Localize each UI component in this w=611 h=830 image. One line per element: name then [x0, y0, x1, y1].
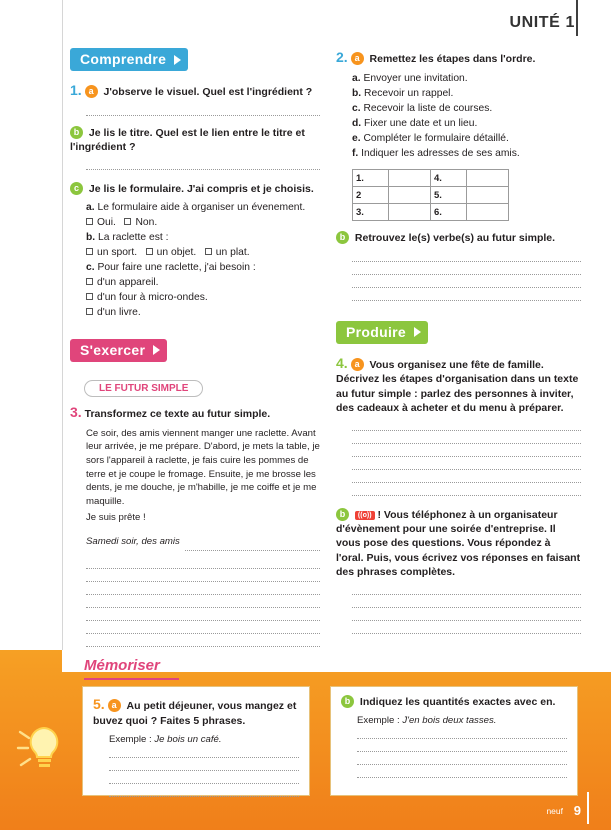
step-label: c. [352, 102, 361, 114]
exercise-1-choice-c2 [86, 291, 320, 306]
choice-label: d'un livre. [97, 306, 141, 318]
step-label: d. [352, 117, 362, 129]
answer-line[interactable] [86, 571, 320, 582]
step-item [352, 132, 581, 147]
exercise-4-a-text: Vous organisez une fête de famille. Décrivez les étapes d'organisation dans un texte au futur simple : parlez des personnes à inviter, des cadeaux à acheter et du menu à préparer. [336, 358, 579, 414]
choice-label: Non. [135, 217, 158, 229]
example-label: Exemple : [109, 734, 152, 746]
table-cell: 4. [431, 170, 467, 187]
exercise-5-a-card [82, 686, 310, 796]
answer-line[interactable] [352, 264, 581, 275]
answer-line[interactable] [352, 472, 581, 483]
exercise-4-a [336, 354, 581, 415]
exercise-4-b [336, 508, 581, 579]
answer-line[interactable] [352, 433, 581, 444]
choice-label: un objet. [156, 247, 197, 259]
section-comprendre [70, 48, 320, 71]
order-table[interactable] [352, 169, 509, 221]
table-cell-input[interactable] [389, 170, 431, 187]
exercise-2-b [336, 231, 581, 245]
choice-label: un sport. [97, 247, 138, 259]
exercise-1-a-text: J'observe le visuel. Quel est l'ingrédient ? [103, 86, 313, 98]
exercise-1-choice-c3 [86, 306, 320, 321]
exercise-1-choices-a [86, 216, 320, 231]
answer-line[interactable] [352, 610, 581, 621]
exercise-5-b-example [357, 714, 567, 728]
step-label: f. [352, 147, 359, 159]
table-cell: 2 [353, 187, 389, 204]
exercise-1-choice-c1 [86, 276, 320, 291]
step-item [352, 147, 581, 162]
page-header-rule [576, 0, 578, 36]
step-item [352, 102, 581, 117]
exercise-5-a-example [109, 733, 299, 747]
choice-label: Oui. [97, 217, 116, 229]
item-text: Pour faire une raclette, j'ai besoin : [97, 262, 256, 274]
answer-line[interactable] [86, 597, 320, 608]
lightbulb-icon [14, 718, 70, 778]
footer-rule [587, 792, 589, 824]
answer-line[interactable] [352, 459, 581, 470]
item-label: c. [86, 262, 95, 274]
table-row [353, 170, 509, 187]
answer-line[interactable] [86, 636, 320, 647]
section-produire-label: Produire [336, 321, 428, 344]
memoriser-underline [84, 678, 179, 680]
exercise-4-number: 4. [336, 354, 348, 371]
answer-line[interactable] [352, 623, 581, 634]
checkbox[interactable] [86, 278, 93, 285]
step-text: Compléter le formulaire détaillé. [363, 132, 509, 144]
answer-line[interactable] [357, 767, 567, 778]
exercise-1-c-text: Je lis le formulaire. J'ai compris et je choisis. [88, 183, 314, 196]
answer-line[interactable] [352, 446, 581, 457]
table-cell: 5. [431, 187, 467, 204]
exercise-1-c-letter: c [70, 182, 83, 195]
exercise-4-a-letter: a [351, 358, 364, 371]
item-label: a. [86, 202, 95, 214]
exercise-3-number: 3. [70, 403, 82, 420]
table-cell-input[interactable] [389, 187, 431, 204]
section-comprendre-label: Comprendre [70, 48, 188, 71]
exercise-3-text2: Je suis prête ! [86, 512, 146, 524]
exercise-1-choices-b [86, 246, 320, 261]
item-text: La raclette est : [98, 232, 169, 244]
answer-line[interactable] [352, 485, 581, 496]
exercise-5-b-card [330, 686, 578, 796]
exercise-4-b-letter: b [336, 508, 349, 521]
step-label: e. [352, 132, 361, 144]
page-title: UNITÉ 1 [509, 14, 575, 31]
step-text: Recevoir un rappel. [364, 87, 454, 99]
choice-label: d'un appareil. [97, 277, 159, 289]
exercise-5-b-letter: b [341, 695, 354, 708]
checkbox[interactable] [205, 248, 212, 255]
answer-line[interactable] [357, 741, 567, 752]
step-item [352, 87, 581, 102]
exercise-2-a-text: Remettez les étapes dans l'ordre. [369, 53, 536, 65]
exercise-3-title-row [70, 403, 320, 422]
checkbox[interactable] [86, 308, 93, 315]
exercise-1-c [70, 182, 320, 196]
answer-line[interactable] [86, 159, 320, 170]
exercise-1-b-letter: b [70, 126, 83, 139]
step-text: Fixer une date et un lieu. [364, 117, 478, 129]
step-label: b. [352, 87, 362, 99]
exercise-1-item [86, 231, 320, 246]
exercise-4-b-text: ! Vous téléphonez à un organisateur d'évènement pour une soirée d'entreprise. Il vous pose des questions. Vous répondez à l'oral. Puis, vous écrivez vos réponses en faisant des phrases complètes. [336, 509, 581, 578]
exercise-3 [70, 372, 320, 660]
table-cell-input[interactable] [467, 170, 509, 187]
step-text: Recevoir la liste de courses. [363, 102, 493, 114]
answer-line[interactable] [109, 773, 299, 784]
exercise-5-a-letter: a [108, 699, 121, 712]
checkbox[interactable] [86, 218, 93, 225]
audio-badge-icon: ((o)) [355, 511, 375, 520]
answer-line[interactable] [86, 610, 320, 621]
exercise-1-item [86, 201, 320, 216]
answer-line[interactable] [185, 540, 320, 551]
exercise-5-b [341, 695, 567, 709]
checkbox[interactable] [124, 218, 131, 225]
exercise-1-a-letter: a [85, 85, 98, 98]
exercise-1-item [86, 261, 320, 276]
exercise-3-text: Ce soir, des amis viennent manger une raclette. Avant leur arrivée, je me prépare. D'abord, je mets la table, je sors l'appareil à raclette, je fais cuire les pommes de terre et je coupe le fromage. Ensuite, je me brosse les dents, je me douche, je m'habille, je me coiffe et je me maquille. [86, 427, 320, 507]
exercise-5-number: 5. [93, 696, 105, 712]
step-label: a. [352, 72, 361, 84]
answer-line[interactable] [352, 277, 581, 288]
exercise-1 [70, 81, 320, 321]
section-produire [336, 321, 581, 344]
section-memoriser-label: Mémoriser [84, 657, 160, 674]
step-text: Indiquer les adresses de ses amis. [361, 147, 520, 159]
exercise-1-number: 1. [70, 82, 82, 98]
step-item [352, 117, 581, 132]
table-cell-input[interactable] [467, 204, 509, 221]
exercise-3-start: Samedi soir, des amis [86, 535, 180, 547]
exercise-3-title: Transformez ce texte au futur simple. [84, 407, 271, 420]
answer-line[interactable] [86, 105, 320, 116]
table-row [353, 187, 509, 204]
answer-line[interactable] [357, 754, 567, 765]
exercise-1-a [70, 81, 320, 100]
table-cell: 3. [353, 204, 389, 221]
exercise-2-b-text: Retrouvez le(s) verbe(s) au futur simple. [354, 232, 556, 245]
answer-line[interactable] [109, 747, 299, 758]
checkbox[interactable] [146, 248, 153, 255]
example-label: Exemple : [357, 715, 400, 727]
example-text: Je bois un café. [154, 734, 222, 746]
answer-line[interactable] [352, 251, 581, 262]
table-cell-input[interactable] [467, 187, 509, 204]
step-text: Envoyer une invitation. [363, 72, 468, 84]
exercise-2-a [336, 48, 581, 67]
exercise-1-b [70, 126, 320, 154]
answer-line[interactable] [109, 760, 299, 771]
step-item [352, 72, 581, 87]
footer-page-number: 9 [573, 803, 581, 818]
answer-line[interactable] [352, 597, 581, 608]
checkbox[interactable] [86, 248, 93, 255]
table-cell-input[interactable] [389, 204, 431, 221]
answer-line[interactable] [86, 623, 320, 634]
grammar-tag: LE FUTUR SIMPLE [84, 380, 203, 397]
table-cell: 1. [353, 170, 389, 187]
checkbox[interactable] [86, 293, 93, 300]
exercise-4 [336, 354, 581, 634]
item-text: Le formulaire aide à organiser un évenement. [97, 202, 306, 214]
exercise-2 [336, 48, 581, 301]
left-column [70, 48, 320, 662]
answer-line[interactable] [86, 584, 320, 595]
item-label: b. [86, 232, 96, 244]
answer-line[interactable] [352, 290, 581, 301]
exercise-2-b-letter: b [336, 231, 349, 244]
table-row [353, 204, 509, 221]
answer-line[interactable] [357, 728, 567, 739]
exercise-2-number: 2. [336, 49, 348, 65]
answer-line[interactable] [109, 786, 299, 797]
exercise-2-a-letter: a [351, 52, 364, 65]
table-cell: 6. [431, 204, 467, 221]
answer-line[interactable] [352, 584, 581, 595]
exercise-5-a-text: Au petit déjeuner, vous mangez et buvez quoi ? Faites 5 phrases. [93, 700, 297, 727]
section-sexercer [70, 339, 320, 362]
answer-line[interactable] [86, 558, 320, 569]
example-text: J'en bois deux tasses. [402, 715, 497, 727]
choice-label: d'un four à micro-ondes. [97, 291, 208, 303]
choice-label: un plat. [215, 247, 250, 259]
section-sexercer-label: S'exercer [70, 339, 167, 362]
footer-word: neuf [546, 806, 563, 816]
right-column [336, 48, 581, 636]
exercise-1-b-text: Je lis le titre. Quel est le lien entre le titre et l'ingrédient ? [70, 126, 305, 154]
answer-line[interactable] [352, 420, 581, 431]
exercise-5-a [93, 695, 299, 728]
exercise-5-b-text: Indiquez les quantités exactes avec en. [359, 696, 556, 708]
